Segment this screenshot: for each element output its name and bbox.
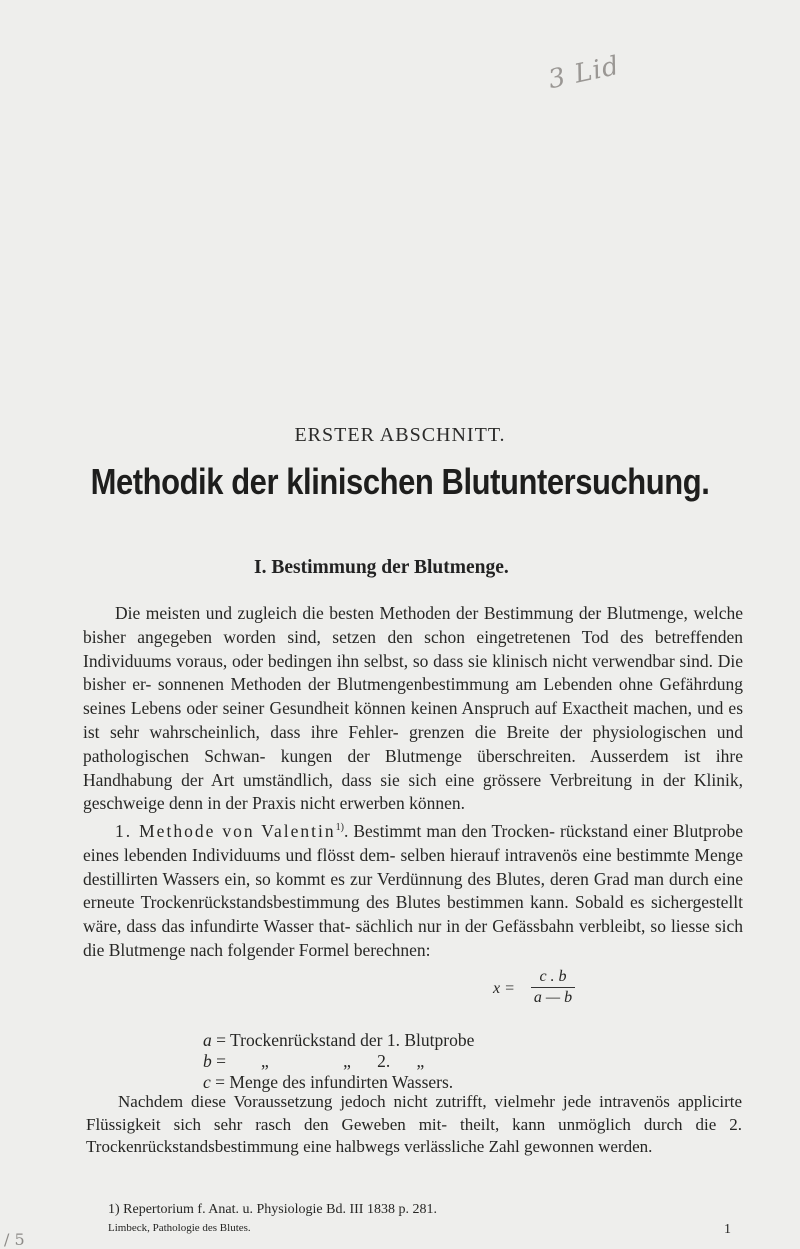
text-line: auf Exactheit machen, und es ist sehr wahrscheinlich, dass ihre Fehler- — [83, 698, 743, 742]
text-line: Die meisten und zugleich die besten Methoden der Bestimmung — [115, 603, 574, 623]
paragraph-3 — [86, 1091, 742, 1159]
footnote — [108, 1200, 738, 1238]
formula-denominator: a — b — [533, 989, 573, 1006]
text-line: der Art umständlich, dass sie sich eine grössere Verbreitung in der — [181, 769, 686, 790]
text-line: Nachdem diese Voraussetzung jedoch nicht zutrifft, vielmehr jede — [118, 1092, 592, 1111]
text-line: Klinik, geschweige denn in der Praxis nicht erwerben können. — [83, 769, 744, 814]
text-line: eingetretenen Tod des betreffenden Individuums voraus, oder bedingen — [83, 626, 744, 671]
text-line: sächlich nur in der Gefässbahn verbleibt, so liesse sich die Blutmenge — [83, 916, 744, 960]
text-line: grenzen die Breite der physiologischen und pathologischen Schwan- — [83, 721, 743, 766]
text-line: ihn selbst, so dass sie klinisch nicht verwendbar sind. Die bisher er- — [83, 650, 743, 695]
text-line: kann. Sobald es sichergestellt wäre, dass das infundirte Wasser that- — [83, 892, 744, 937]
text-line: der Blutmenge, welche bisher angegeben worden sind, setzen den schon — [83, 603, 744, 647]
text-line: rückstand einer Blutprobe eines lebenden Individuums und flösst dem- — [83, 821, 744, 865]
definition-text: = „ „ 2. „ — [211, 1051, 425, 1071]
text-line: Gefährdung seines Lebens oder seiner Gesundheit können keinen Anspruch — [83, 674, 744, 719]
text-line: nach folgender Formel berechnen: — [189, 939, 431, 960]
text-line: eine erneute Trockenrückstandsbestimmung des Blutes bestimmen — [83, 868, 744, 913]
text-line: sonnenen Methoden der Blutmengenbestimmung am Lebenden ohne — [157, 674, 653, 695]
variable: a — [203, 1030, 212, 1050]
text-line: eine halbwegs verlässliche Zahl gewonnen werden. — [303, 1137, 653, 1156]
definition-text: = Menge des infundirten Wassers. — [210, 1072, 454, 1092]
section-heading: ERSTER ABSCHNITT. — [294, 424, 506, 446]
text-line: intravenös applicirte Flüssigkeit sich sehr rasch den Geweben mit- — [86, 1092, 743, 1134]
margin-annotation: / 5 — [4, 1230, 25, 1249]
variable: c — [203, 1072, 211, 1092]
footnote-ref: 1) — [335, 822, 344, 834]
text-line: selben hierauf intravenös eine bestimmte Menge destillirten Wassers — [83, 844, 743, 889]
formula-lhs: x = — [493, 980, 515, 997]
running-foot: Limbeck, Pathologie des Blutes. — [108, 1222, 251, 1234]
variable: b — [203, 1051, 212, 1071]
definition-c — [203, 1072, 474, 1093]
pencil-annotation: 3 Lid — [545, 50, 623, 96]
text-line: kungen der Blutmenge überschreiten. Ausserdem ist ihre Handhabung — [83, 745, 743, 790]
definition-text: = Trockenrückstand der 1. Blutprobe — [211, 1030, 475, 1050]
footnote-text: 1) Repertorium f. Anat. u. Physiologie Bd. III 1838 p. 281. — [108, 1202, 437, 1217]
text-line: ein, so kommt es zur Verdünnung des Blutes, deren Grad man durch — [224, 868, 709, 889]
paragraph-1 — [83, 602, 743, 816]
paragraph-3-text — [86, 1091, 742, 1159]
formula-fraction — [531, 968, 575, 1007]
variable-definitions — [203, 1030, 474, 1093]
text-line: . Bestimmt man den Trocken- — [343, 821, 555, 841]
definition-b — [203, 1051, 474, 1072]
page-number: 1 — [724, 1222, 731, 1237]
method-label: 1. Methode von Valentin — [115, 821, 336, 841]
body-text — [83, 602, 743, 963]
definition-a — [203, 1030, 474, 1051]
text-line: theilt, kann unmöglich durch die 2. Trockenrückstandsbestimmung — [86, 1114, 743, 1156]
chapter-title: Methodik der klinischen Blutuntersuchung. — [90, 461, 710, 502]
subsection-heading: I. Bestimmung der Blutmenge. — [254, 557, 509, 578]
formula-numerator: c . b — [531, 968, 575, 988]
paragraph-2 — [83, 816, 743, 963]
